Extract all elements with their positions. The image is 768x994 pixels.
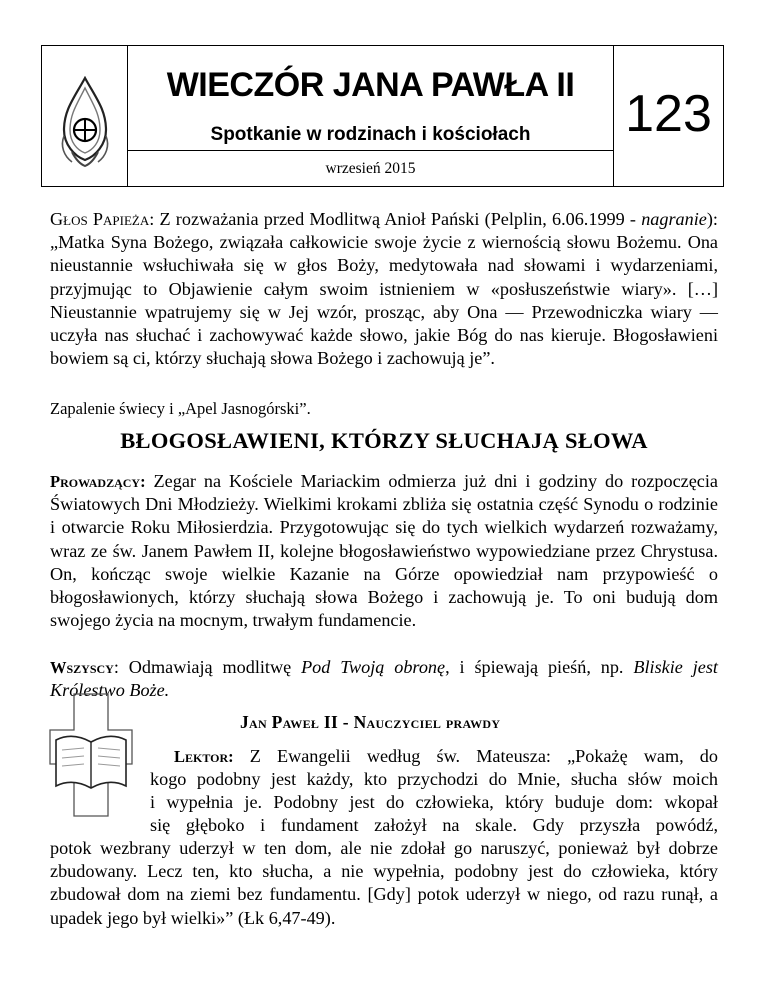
lektor-line-2: kogo podobny jest każdy, kto przychodzi do Mnie, słucha słów moich <box>150 769 718 789</box>
wszyscy-text-a: : Odmawiają modlitwę <box>113 657 302 677</box>
candle-flame-logo-icon <box>58 76 112 168</box>
issue-number: 123 <box>625 85 712 143</box>
glos-papieza-text-b: ): „Matka Syna Bożego, związała całkowicie swoje życie z wiernością słowu Bożemu. Ona nieustannie wsłuchiwała się w głos Boży, medytowała nad słowami i wydarzeniami, przyjmując to Objawienie całym swoim istnieniem w «posłuszeństwie wiary». […] Nieustannie wpatrujemy się w Jej wzór, prosząc, aby Ona — Przewodniczka wiary — uczyła nas słuchać i zachowywać każde słowo, jakie Bóg do nas kieruje. Błogosławieni bowiem są ci, którzy słuchają słowa Bożego i zachowują je”. <box>50 209 718 369</box>
glos-papieza-text-a: : Z rozważania przed Modlitwą Anioł Pański (Pelplin, 6.06.1999 - <box>149 209 642 229</box>
page-subtitle: Spotkanie w rodzinach i kościołach <box>210 124 531 145</box>
issue-date: wrzesień 2015 <box>325 160 416 177</box>
subsection-title: Jan Paweł II - Nauczyciel prawdy <box>240 712 501 732</box>
candle-note: Zapalenie świecy i „Apel Jasnogórski”. <box>50 399 311 418</box>
wszyscy-text-b: , i śpiewają pieśń, np. <box>445 657 634 677</box>
header-box <box>41 45 724 187</box>
wszyscy-paragraph <box>50 656 718 702</box>
lektor-line1-text: Z Ewangelii według św. Mateusza: „Pokażę wam, do <box>233 746 718 766</box>
lektor-line-3: i wypełnia je. Podobny jest do człowieka, który buduje dom: wkopał <box>150 792 718 812</box>
lektor-rest: potok wezbrany uderzył w ten dom, ale nie zdołał go naruszyć, ponieważ był dobrze zbudowany. Lecz ten, kto słucha, a nie wypełnia, podobny jest do człowieka, który zbudował dom na ziemi bez fundamentu. [Gdy] potok uderzył w niego, od razu runął, a upadek jego był wielki»” (Łk 6,47-49). <box>50 838 718 928</box>
wszyscy-italic-b: Bliskie jest Królestwo Boże. <box>50 657 718 701</box>
wszyscy-italic-a: Pod Twoją obronę <box>301 657 446 677</box>
prowadzacy-paragraph <box>50 470 718 632</box>
logo-cell <box>42 46 128 186</box>
issue-number-cell <box>614 46 723 186</box>
glos-papieza-italic: nagranie <box>641 209 707 229</box>
lektor-label: Lektor: <box>174 747 234 766</box>
wszyscy-label: Wszyscy <box>50 658 114 677</box>
page-title: WIECZÓR JANA PAWŁA II <box>166 66 575 104</box>
lektor-line-4: się głęboko i fundament założył na skale. Gdy przyszła powódź, <box>150 815 718 835</box>
date-row <box>128 150 613 188</box>
glos-papieza-label: Głos Papieża <box>50 209 150 229</box>
open-book-cross-icon <box>46 690 136 820</box>
prowadzacy-label: Prowadzący: <box>50 472 146 491</box>
section-title: BŁOGOSŁAWIENI, KTÓRZY SŁUCHAJĄ SŁOWA <box>120 428 648 453</box>
glos-papieza-paragraph <box>50 208 718 370</box>
prowadzacy-text: Zegar na Kościele Mariackim odmierza już dni i godziny do rozpoczęcia Światowych Dni Młodzieży. Wielkimi krokami zbliża się ostatnia część Synodu o rodzinie i otwarcie Roku Miłosierdzia. Przygotowując się do tych wielkich wydarzeń rozważamy, wraz ze św. Janem Pawłem II, kolejne błogosławieństwo wypowiedziane przez Chrystusa. On, kończąc swoje wielkie Kazanie na Górze opowiedział nam przypowieść o błogosławionych, którzy słuchają słowa Bożego i zachowują je. To oni budują dom swojego życia na mocnym, trwałym fundamencie. <box>50 471 718 631</box>
lektor-line-1 <box>174 745 718 768</box>
title-cell <box>128 46 614 186</box>
